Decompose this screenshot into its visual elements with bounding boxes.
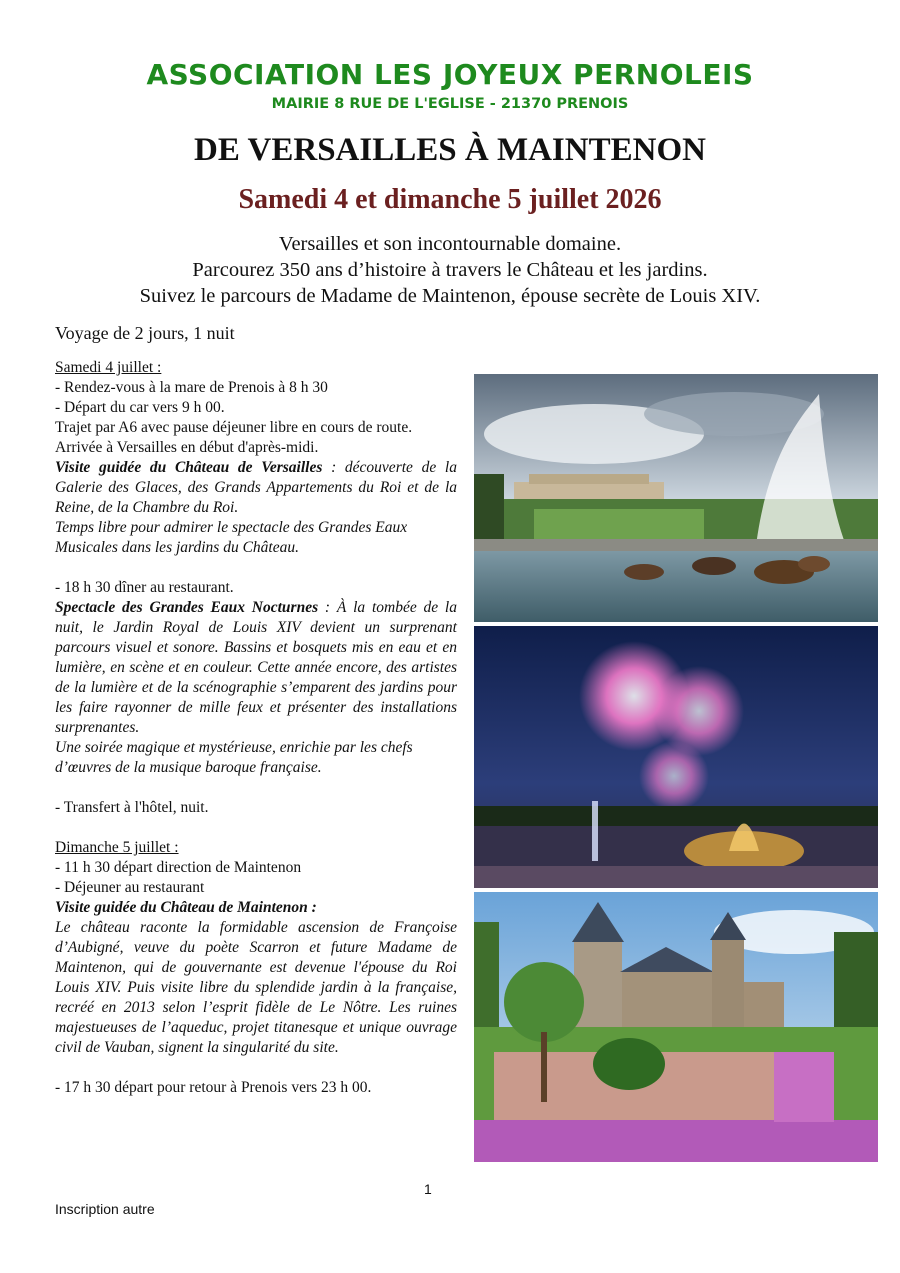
intro-line: Parcourez 350 ans d’histoire à travers le Château et les jardins.	[192, 259, 708, 281]
itinerary	[55, 358, 457, 1098]
versailles-visit-title: Visite guidée du Château de Versailles	[55, 459, 323, 476]
versailles-fountain-photo	[474, 374, 878, 622]
itinerary-line: - Déjeuner au restaurant	[55, 879, 205, 896]
organization-address: MAIRIE 8 RUE DE L'EGLISE - 21370 PRENOIS	[271, 96, 629, 112]
itinerary-line: - 11 h 30 départ direction de Maintenon	[55, 859, 302, 876]
transfer-line: - Transfert à l'hôtel, nuit.	[55, 799, 209, 816]
maintenon-visit-title: Visite guidée du Château de Maintenon :	[55, 899, 317, 916]
free-time-text: Temps libre pour admirer le spectacle des Grandes Eaux Musicales dans les jardins du Château.	[55, 519, 408, 556]
night-show-text: : À la tombée de la nuit, le Jardin Royal de Louis XIV devient un surprenant parcours visuel et sonore. Bassins et bosquets mis en eau et en lumière, en scène et en couleur. Cette année encore, des artistes de la lumière et de la scénographie s’emparent des jardins pour les faire rayonner de mille feux et présenter des installations surprenantes.	[55, 599, 457, 736]
day2-heading: Dimanche 5 juillet :	[55, 839, 179, 856]
versailles-visit	[55, 458, 457, 518]
fireworks-photo	[474, 626, 878, 888]
night-show-text-2: Une soirée magique et mystérieuse, enrichie par les chefs d’œuvres de la musique baroque française.	[55, 739, 413, 776]
versailles-visit-text: : découverte de la Galerie des Glaces, des Grands Appartements du Roi et de la Reine, de la Chambre du Roi.	[55, 459, 457, 516]
maintenon-visit-text: Le château raconte la formidable ascension de Françoise d’Aubigné, veuve du poète Scarron et future Madame de Maintenon, qui de gouvernante est devenue l'épouse du Roi Louis XIV. Puis visite libre du splendide jardin à la française, recréé en 2013 selon l’esprit fidèle de Le Nôtre. Les ruines majestueuses de l’aqueduc, projet titanesque et unique ouvrage civil de Vauban, signent la singularité du site.	[55, 919, 457, 1056]
page-number: 1	[424, 1181, 432, 1197]
itinerary-line: Trajet par A6 avec pause déjeuner libre en cours de route.	[55, 419, 413, 436]
organization-name: ASSOCIATION LES JOYEUX PERNOLEIS	[146, 58, 754, 91]
day1-heading: Samedi 4 juillet :	[55, 359, 162, 376]
return-line: - 17 h 30 départ pour retour à Prenois vers 23 h 00.	[55, 1079, 372, 1096]
maintenon-castle-photo	[474, 892, 878, 1162]
page-title: DE VERSAILLES À MAINTENON	[194, 132, 706, 168]
footer-note: Inscription autre	[55, 1201, 155, 1217]
itinerary-line: - Départ du car vers 9 h 00.	[55, 399, 225, 416]
night-show-title: Spectacle des Grandes Eaux Nocturnes	[55, 599, 319, 616]
night-show	[55, 598, 457, 738]
intro-block	[0, 231, 900, 309]
trip-dates: Samedi 4 et dimanche 5 juillet 2026	[238, 184, 662, 215]
dinner-line: - 18 h 30 dîner au restaurant.	[55, 579, 234, 596]
itinerary-line: - Rendez-vous à la mare de Prenois à 8 h 30	[55, 379, 328, 396]
intro-line: Suivez le parcours de Madame de Maintenon, épouse secrète de Louis XIV.	[139, 285, 761, 307]
intro-line: Versailles et son incontournable domaine.	[278, 233, 622, 255]
itinerary-line: Arrivée à Versailles en début d'après-midi.	[55, 439, 319, 456]
trip-duration: Voyage de 2 jours, 1 nuit	[55, 323, 235, 343]
